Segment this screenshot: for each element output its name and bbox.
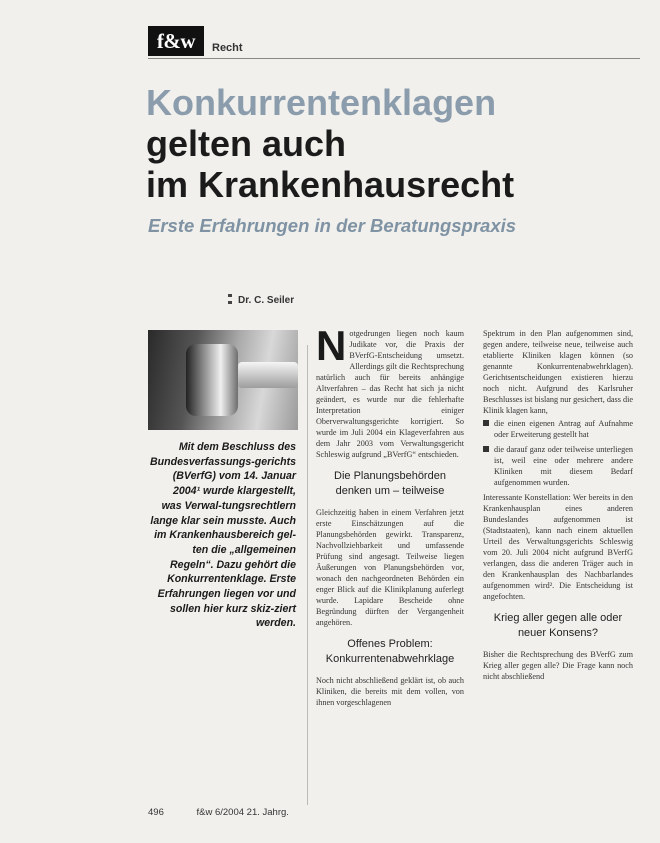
title-line-1: Konkurrentenklagen xyxy=(146,82,497,123)
author-marker-icon xyxy=(228,294,232,304)
issue-info: f&w 6/2004 21. Jahrg. xyxy=(196,807,289,818)
col2-paragraph-2: Gleichzeitig haben in einem Verfahren jetzt erste Einschätzungen auf die Planungsbehörden gewirkt. Transparenz, Nachvollziehbarkeit und umfassende Prüfung sind angesagt. Teilweise liegen Äußerungen von Planungsbehörden vor, wonach den nachgeordneten Behörden ein enger Blick auf die Klinikplanung auferlegt wurde. Lapidare Bescheide ohne Begründung dürften der Vergangenheit angehören. xyxy=(316,508,464,627)
list-item: die einen eigenen Antrag auf Aufnahme oder Erweiterung gestellt hat xyxy=(483,418,633,440)
col3-subhead: Krieg aller gegen alle oder neuer Konsens? xyxy=(493,612,623,639)
column-2 xyxy=(316,322,464,708)
photo-object xyxy=(186,344,238,416)
col2-paragraph-1: Notgedrungen liegen noch kaum Judikate vor, die Praxis der BVerfG-Entscheidung umsetzt. Allerdings gilt die Rechtsprechung natürlich auch für bereits anhängige Altverfahren – das Recht hat sich ja nicht geändert, es wurde nur die fehlerhafte Interpretation einiger Oberverwaltungsgerichte korrigiert. So wurde im Juli 2004 ein Klageverfahren aus dem Jahr 2003 vom Verwaltungsgericht Schleswig aufgrund „BVerfG“ entschieden. xyxy=(316,322,464,459)
header-rule xyxy=(148,58,640,59)
col2-subhead-2: Offenes Problem: Konkurrentenabwehrklage xyxy=(325,638,455,665)
author-name: Dr. C. Seiler xyxy=(238,295,295,306)
author xyxy=(228,294,294,306)
title-line-3: im Krankenhausrecht xyxy=(146,164,515,205)
col2-subhead-1: Die Planungsbehörden denken um – teilweise xyxy=(334,470,446,497)
article-subtitle: Erste Erfahrungen in der Beratungspraxis xyxy=(148,215,517,236)
teaser-text: Mit dem Beschluss des Bundesverfassungs-gerichts (BVerfG) vom 14. Januar 2004¹ wurde klargestellt, was Verwal-tungsrechtlern lange klar sein musste. Auch im Krankenhausbereich gel-ten die „allgemeinen Regeln“. Dazu gehört die Konkurrentenklage. Erste Erfahrungen liegen vor und sollen hier kurz skiz-ziert werden. xyxy=(150,441,297,630)
column-3 xyxy=(483,328,633,682)
dropcap: N xyxy=(316,322,347,369)
article-title xyxy=(146,82,626,205)
page-number: 496 xyxy=(148,807,164,818)
col3-bullet-list xyxy=(483,418,633,488)
photo-highlight xyxy=(238,362,298,388)
col2-paragraph-3: Noch nicht abschließend geklärt ist, ob auch Kliniken, die bereits mit dem vollen, von ihnen vorgeschlagenen xyxy=(316,676,464,707)
col3-paragraph-1: Spektrum in den Plan aufgenommen sind, gegen andere, teilweise neue, teilweise auch etablierte Kliniken klagen können (so genannte Konkurrentenabwehrklagen). Gerichtsentscheidungen existieren hierzu noch nicht. Aufgrund des Karlsruher Beschlusses ist bislang nur gesichert, dass die Klinik klagen kann, xyxy=(483,329,633,415)
page-footer xyxy=(148,807,289,818)
column-divider xyxy=(307,345,308,805)
logo: f&w xyxy=(148,26,204,56)
title-line-2: gelten auch xyxy=(146,123,347,164)
article-photo xyxy=(148,330,298,430)
list-item: die darauf ganz oder teilweise unterliegen ist, weil eine oder mehrere andere Kliniken mit diesem Bedarf aufgenommen wurden. xyxy=(483,444,633,488)
col3-paragraph-3: Bisher die Rechtsprechung des BVerfG zum Krieg aller gegen alle? Die Frage kann noch nicht abschließend xyxy=(483,650,633,681)
section-label: Recht xyxy=(212,42,243,54)
col3-paragraph-2: Interessante Konstellation: Wer bereits in den Krankenhausplan eines anderen Bundeslandes aufgenommen ist (Stadtstaaten), kann nach einem aktuellen Urteil des Verwaltungsgerichts Schleswig vom 20. Juli 2004 nicht aufgrund BVerfG verlangen, dass die anderen Träger auch in den Krankenhausplan des Nachbarlandes aufgenommen wird². Die Entscheidung ist angefochten. xyxy=(483,493,633,601)
